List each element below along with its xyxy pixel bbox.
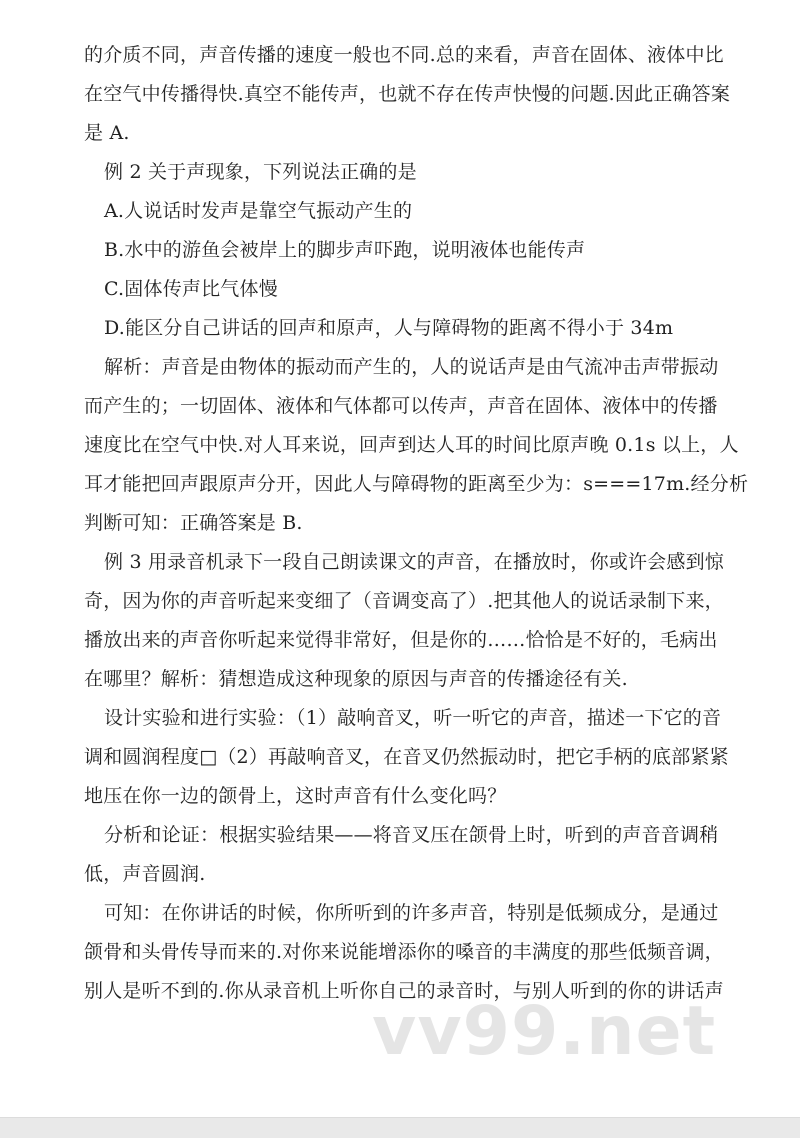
- option-d: D.能区分自己讲话的回声和原声，人与障碍物的距离不得小于 34m: [104, 317, 674, 339]
- text-line: 调和圆润程度□（2）再敲响音叉，在音叉仍然振动时，把它手柄的底部紧紧: [84, 746, 729, 768]
- text-line: 别人是听不到的.你从录音机上听你自己的录音时，与别人听到的你的讲话声: [84, 980, 724, 1002]
- option-c: C.固体传声比气体慢: [104, 278, 278, 300]
- text-line: 耳才能把回声跟原声分开，因此人与障碍物的距离至少为：s===17m.经分析: [84, 473, 749, 495]
- document-body: [84, 36, 749, 1011]
- text-line: 判断可知：正确答案是 B.: [84, 512, 303, 534]
- experiment-paragraph: 设计实验和进行实验：（1）敲响音叉，听一听它的声音，描述一下它的音: [104, 707, 722, 729]
- analysis-paragraph: 解析：声音是由物体的振动而产生的，人的说话声是由气流冲击声带振动: [104, 356, 719, 378]
- text-line: 颌骨和头骨传导而来的.对你来说能增添你的嗓音的丰满度的那些低频音调，: [84, 941, 724, 963]
- site-watermark: vv99.net: [372, 992, 717, 1071]
- text-line: 地压在你一边的颌骨上，这时声音有什么变化吗？: [84, 785, 507, 807]
- text-line: 速度比在空气中快.对人耳来说，回声到达人耳的时间比原声晚 0.1s 以上，人: [84, 434, 739, 456]
- text-line: 而产生的；一切固体、液体和气体都可以传声，声音在固体、液体中的传播: [84, 395, 718, 417]
- text-line: 是 A.: [84, 122, 130, 144]
- text-line: 在空气中传播得快.真空不能传声，也就不存在传声快慢的问题.因此正确答案: [84, 83, 731, 105]
- text-line: 播放出来的声音你听起来觉得非常好，但是你的……恰恰是不好的，毛病出: [84, 629, 718, 651]
- option-a: A.人说话时发声是靠空气振动产生的: [104, 200, 413, 222]
- conclusion-paragraph: 可知：在你讲话的时候，你所听到的许多声音，特别是低频成分，是通过: [104, 902, 719, 924]
- text-line: 在哪里？解析：猜想造成这种现象的原因与声音的传播途径有关.: [84, 668, 628, 690]
- text-line: 的介质不同，声音传播的速度一般也不同.总的来看，声音在固体、液体中比: [84, 44, 724, 66]
- text-line: 奇，因为你的声音听起来变细了（音调变高了）.把其他人的说话录制下来，: [84, 590, 724, 612]
- option-b: B.水中的游鱼会被岸上的脚步声吓跑，说明液体也能传声: [104, 239, 586, 261]
- analysis-argument-paragraph: 分析和论证：根据实验结果——将音叉压在颌骨上时，听到的声音音调稍: [104, 824, 719, 846]
- example-3-paragraph: 例 3 用录音机录下一段自己朗读课文的声音，在播放时，你或许会感到惊: [104, 551, 724, 573]
- text-line: 低，声音圆润.: [84, 863, 206, 885]
- example-2-heading: 例 2 关于声现象，下列说法正确的是: [104, 161, 417, 183]
- page-bottom-strip: [0, 1117, 800, 1138]
